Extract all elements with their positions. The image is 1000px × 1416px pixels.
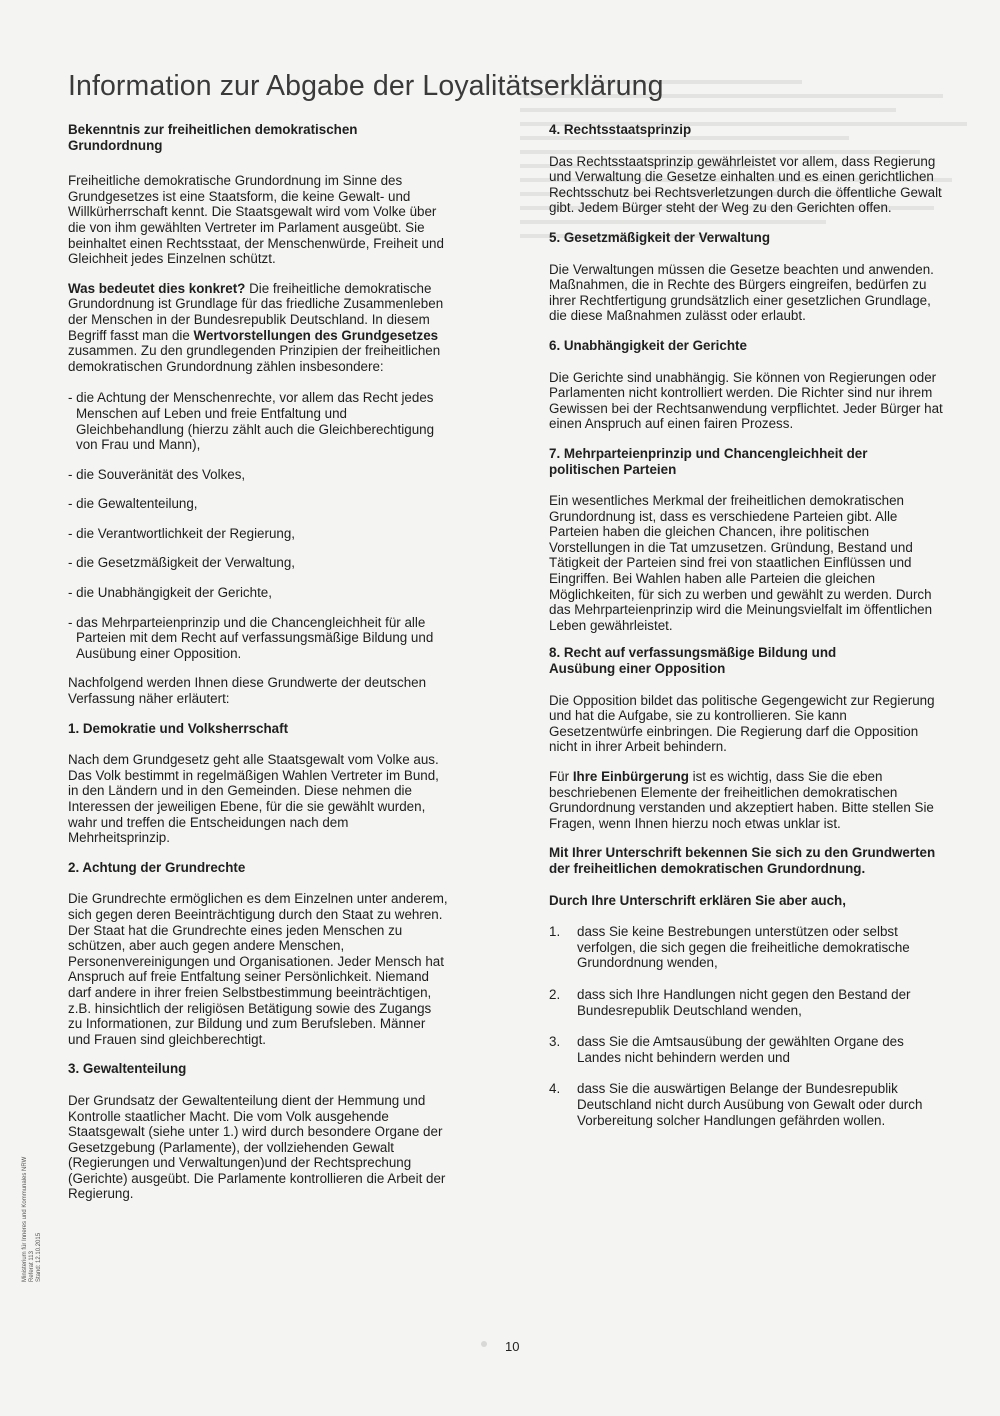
section-heading-7	[549, 446, 944, 477]
section-paragraph-6: Die Gerichte sind unabhängig. Sie können von Regierungen oder Parlamenten nicht kontrolliert werden. Die Richter sind nur ihrem Gewissen bei der Rechtsanwendung verpflichtet. Jeder Bürger hat einen Anspruch auf einen fairen Prozess.	[549, 369, 943, 432]
section-paragraph-7: Ein wesentliches Merkmal der freiheitlichen demokratischen Grundordnung ist, dass es verschiedene Parteien gibt. Alle Parteien haben die gleichen Chancen, ihre politischen Vorstellungen in die Tat umzusetzen. Gründung, Bestand und Tätigkeit der Parteien sind frei von staatlichen Einflüssen und Eingriffen. Bei Wahlen haben alle Parteien die gleichen Möglichkeiten, für sich zu werben und gewählt zu werden. Durch das Mehrparteienprinzip wird die Meinungsvielfalt im öffentlichen Leben gewährleistet.	[549, 493, 933, 633]
list-number: 2.	[549, 986, 561, 1002]
section-paragraph-1: Nach dem Grundgesetz geht alle Staatsgewalt vom Volke aus. Das Volk bestimmt in regelmäßigen Wahlen Vertreter im Bund, in den Ländern und in den Gemeinden. Diese nehmen die Interessen der jeweiligen Ebene, für die sie gewählt wurden, wahr und treffen die Entscheidungen nach dem Mehrheitsprinzip.	[68, 752, 439, 846]
list-item	[549, 1034, 944, 1065]
section-paragraph-3: Der Grundsatz der Gewaltenteilung dient der Hemmung und Kontrolle staatlicher Macht. Die vom Volk ausgehende Staatsgewalt (siehe unter 1.) wird durch besondere Organe der Gesetzgebung (Parlamente), der vollziehenden Gewalt (Regierungen und Verwaltungen)und der Rechtsprechung (Gerichte) ausgeübt. Die Parlamente kontrollieren die Arbeit der Regierung.	[68, 1092, 446, 1202]
bekenntnis-statement: Mit Ihrer Unterschrift bekennen Sie sich zu den Grundwerten der freiheitlichen demokratischen Grundordnung.	[549, 845, 936, 876]
section-heading-8	[549, 645, 944, 676]
page-number: 10	[505, 1339, 520, 1354]
principles-list	[68, 390, 448, 661]
konkret-rest: zusammen. Zu den grundlegenden Prinzipien der freiheitlichen demokratischen Grundordnung zählen insbesondere:	[68, 343, 441, 374]
scan-dot	[481, 1341, 487, 1347]
heading-line: Grundordnung	[68, 137, 163, 153]
konkret-bold-term: Wertvorstellungen des Grundgesetzes	[193, 327, 439, 343]
list-item: - das Mehrparteienprinzip und die Chancengleichheit für alle Parteien mit dem Recht auf verfassungsmäßige Bildung und Ausübung einer Opposition.	[68, 614, 434, 661]
section-paragraph-4: Das Rechtsstaatsprinzip gewährleistet vor allem, dass Regierung und Verwaltung die Gesetze einhalten und es einen gerichtlichen Rechtsschutz bei Rechtsverletzungen durch die öffentliche Gewalt gibt. Jedem Bürger steht der Weg zu den Gerichten offen.	[549, 153, 942, 216]
konkret-answer: Die freiheitliche demokratische Grundordnung ist Grundlage für das friedliche Zusammenleben der Menschen in der Bundesrepublik Deutschland. In diesem Begriff fasst man die	[68, 280, 444, 343]
list-item: - die Gesetzmäßigkeit der Verwaltung,	[68, 555, 295, 571]
section-heading-4: 4. Rechtsstaatsprinzip	[549, 122, 692, 137]
list-item: - die Verantwortlichkeit der Regierung,	[68, 525, 296, 541]
list-item	[549, 924, 944, 971]
konkret-paragraph	[68, 281, 448, 375]
heading-line: Ausübung einer Opposition	[549, 661, 726, 677]
section-heading-2: 2. Achtung der Grundrechte	[68, 859, 246, 875]
heading-line: Bekenntnis zur freiheitlichen demokratischen	[68, 122, 358, 137]
section-heading-3: 3. Gewaltenteilung	[68, 1061, 187, 1077]
version-date: Stand: 12.10.2015	[36, 1232, 42, 1282]
section-paragraph-5: Die Verwaltungen müssen die Gesetze beachten und anwenden. Maßnahmen, die in Rechte des Bürgers eingreifen, bedürfen zu ihrer Rechtfertigung grundsätzlich einer gesetzlichen Grundlage, die diese Maßnahmen zulässt oder erlaubt.	[549, 261, 934, 324]
transition-paragraph: Nachfolgend werden Ihnen diese Grundwerte der deutschen Verfassung näher erläutert:	[68, 675, 427, 707]
intro-paragraph: Freiheitliche demokratische Grundordnung im Sinne des Grundgesetzes ist eine Staatsform, die keine Gewalt- und Willkürherrschaft kennt. Die Staatsgewalt wird vom Volke über die von ihm gewählten Vertreter im Parlament ausgeübt. Sie beinhaltet einen Rechtsstaat, der Menschenwürde, Freiheit und Gleichheit jedes Einzelnen schützt.	[68, 173, 444, 267]
page-title: Information zur Abgabe der Loyalitätserklärung	[68, 70, 664, 102]
erklaerung-statement: Durch Ihre Unterschrift erklären Sie aber auch,	[549, 892, 846, 908]
section-paragraph-2: Die Grundrechte ermöglichen es dem Einzelnen unter anderem, sich gegen deren Beeinträchtigung durch den Staat zu wehren. Der Staat hat die Grundrechte eines jeden Menschen zu schützen, aber auch gegen andere Menschen, Personenvereinigungen und Organisationen. Jeder Mensch hat Anspruch auf freie Entfaltung seiner Persönlichkeit. Niemand darf andere in ihrer freien Selbstbestimmung beeinträchtigen, z.B. hinsichtlich der religiösen Betätigung sowie des Zugangs zu Informationen, zur Bildung und zum Berufsleben. Männer und Frauen sind gleichberechtigt.	[68, 891, 448, 1047]
konkret-question: Was bedeutet dies konkret?	[68, 280, 246, 296]
list-text: dass Sie die Amtsausübung der gewählten Organe des Landes nicht behindern werden und	[577, 1034, 904, 1065]
declarations-list	[549, 924, 944, 1128]
einbuergerung-paragraph	[549, 769, 944, 831]
list-item	[549, 987, 944, 1018]
list-item: - die Souveränität des Volkes,	[68, 466, 246, 482]
list-number: 4.	[549, 1081, 561, 1097]
einbuergerung-bold: Ihre Einbürgerung	[572, 769, 689, 784]
department-ref: Referat 113	[29, 1251, 35, 1282]
section-heading-6: 6. Unabhängigkeit der Gerichte	[549, 337, 747, 353]
section-heading-5: 5. Gesetzmäßigkeit der Verwaltung	[549, 229, 771, 245]
list-item: - die Gewaltenteilung,	[68, 496, 198, 512]
list-number: 3.	[549, 1034, 561, 1050]
list-text: dass Sie die auswärtigen Belange der Bundesrepublik Deutschland nicht durch Ausübung von Gewalt oder durch Vorbereitung solcher Handlungen gefährden wollen.	[577, 1081, 923, 1128]
left-column	[68, 122, 448, 1202]
list-item	[549, 1081, 944, 1128]
list-item: - die Unabhängigkeit der Gerichte,	[68, 585, 272, 601]
list-number: 1.	[549, 924, 561, 940]
ministry-footer-note	[22, 1157, 43, 1282]
section-paragraph-8: Die Opposition bildet das politische Gegengewicht zur Regierung und hat die Aufgabe, sie zu kontrollieren. Sie kann Gesetzentwürfe einbringen. Die Regierung darf die Opposition nicht in ihrer Arbeit behindern.	[549, 692, 935, 755]
einbuergerung-rest: ist es wichtig, dass Sie die eben beschriebenen Elemente der freiheitlichen demokratischen Grundordnung verstanden und akzeptiert haben. Bitte stellen Sie Fragen, wenn Ihnen hierzu noch etwas unklar ist.	[549, 769, 934, 831]
heading-line: 8. Recht auf verfassungsmäßige Bildung und	[549, 645, 837, 661]
section-heading-bekenntnis	[68, 122, 448, 153]
list-item: - die Achtung der Menschenrechte, vor allem das Recht jedes Menschen auf Leben und freie Entfaltung und Gleichbehandlung (hierzu zählt auch die Gleichberechtigung von Frau und Mann),	[68, 390, 435, 453]
right-column	[549, 122, 944, 1128]
heading-line: 7. Mehrparteienprinzip und Chancengleichheit der	[549, 445, 868, 461]
list-text: dass Sie keine Bestrebungen unterstützen oder selbst verfolgen, die sich gegen die freiheitliche demokratische Grundordnung wenden,	[577, 924, 910, 971]
list-text: dass sich Ihre Handlungen nicht gegen den Bestand der Bundesrepublik Deutschland wenden,	[577, 986, 911, 1018]
einbuergerung-pre: Für	[549, 769, 573, 784]
section-heading-1: 1. Demokratie und Volksherrschaft	[68, 720, 289, 736]
heading-line: politischen Parteien	[549, 461, 677, 477]
ministry-name: Ministerium für Inneres und Kommunales NRW	[22, 1156, 28, 1282]
